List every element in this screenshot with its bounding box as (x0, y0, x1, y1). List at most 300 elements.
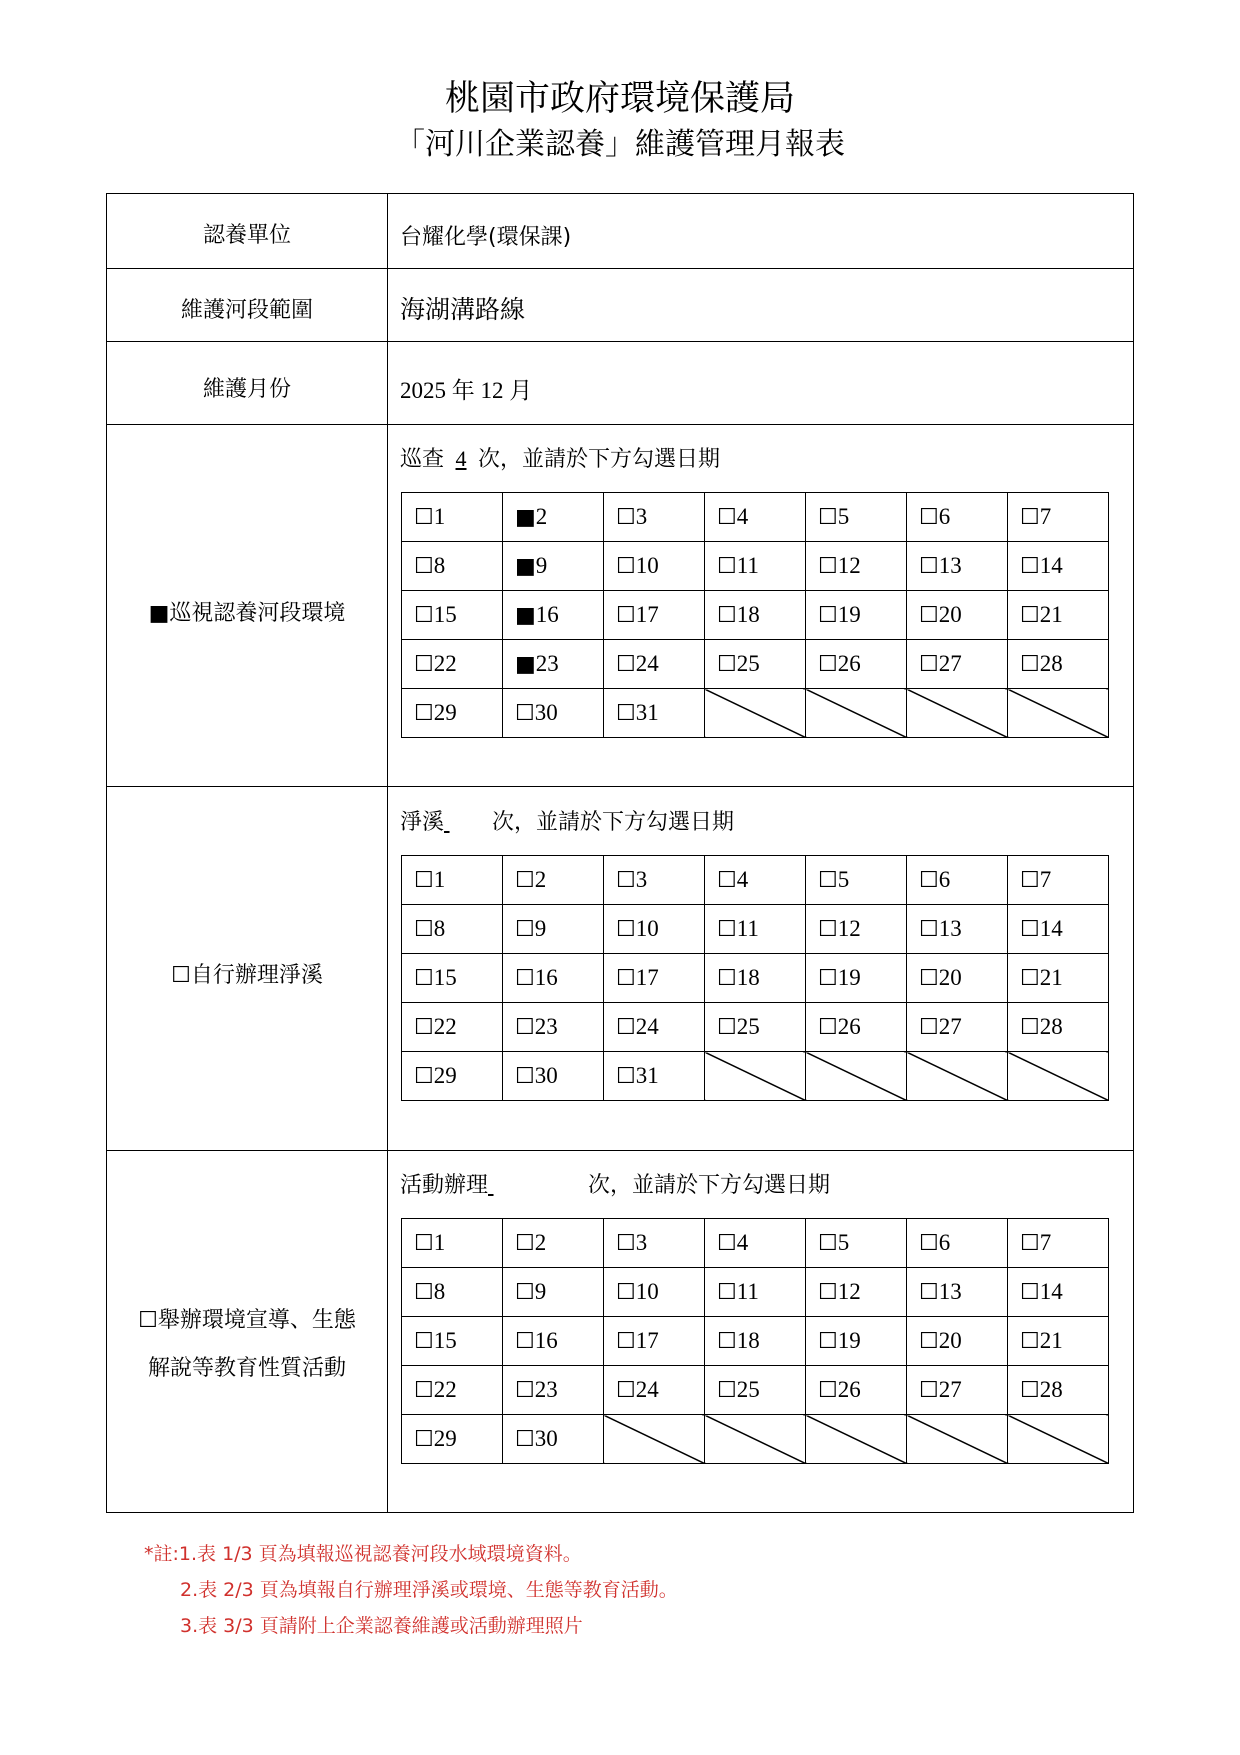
day-number: 23 (534, 1377, 558, 1402)
activity-prompt-suffix: 次，並請於下方勾選日期 (588, 1173, 831, 1198)
day-checkbox-11[interactable] (705, 542, 806, 591)
month-value-text: 2025 年 12 月 (400, 378, 533, 403)
day-checkbox-26[interactable] (806, 1003, 907, 1052)
checkbox-icon: ☐ (414, 868, 434, 893)
row-divider (106, 786, 1134, 787)
day-number: 21 (1039, 1328, 1063, 1353)
checkbox-icon: ☐ (717, 554, 737, 579)
day-checkbox-14[interactable] (1008, 1268, 1109, 1317)
checkbox-icon: ☐ (414, 1231, 434, 1256)
checkbox-icon: ☐ (515, 1231, 535, 1256)
empty-cell (1008, 689, 1109, 738)
day-number: 29 (433, 1426, 457, 1451)
day-checkbox-20[interactable] (907, 954, 1008, 1003)
note-line: *註:1.表 1/3 頁為填報巡視認養河段水域環境資料。 (144, 1543, 582, 1565)
notes (144, 1536, 678, 1644)
section-value[interactable] (400, 290, 525, 326)
checkbox-icon: ☐ (414, 1015, 434, 1040)
checkbox-icon: ☐ (616, 1329, 636, 1354)
day-number: 1 (433, 504, 446, 529)
checkbox-icon: ☐ (515, 1329, 535, 1354)
day-checkbox-14[interactable] (1008, 905, 1109, 954)
checked-box-icon: ■ (515, 554, 536, 579)
day-checkbox-18[interactable] (705, 1317, 806, 1366)
day-checkbox-11[interactable] (705, 1268, 806, 1317)
day-checkbox-4[interactable] (705, 1219, 806, 1268)
empty-cell (806, 689, 907, 738)
day-number: 6 (938, 1230, 951, 1255)
day-checkbox-6[interactable] (907, 1219, 1008, 1268)
day-number: 12 (837, 916, 861, 941)
day-checkbox-15[interactable] (402, 954, 503, 1003)
checkbox-icon: ☐ (616, 505, 636, 530)
checkbox-icon: ☐ (1020, 652, 1040, 677)
day-checkbox-7[interactable] (1008, 493, 1109, 542)
day-checkbox-23[interactable] (503, 1366, 604, 1415)
day-checkbox-1[interactable] (402, 856, 503, 905)
checkbox-icon: ☐ (515, 1280, 535, 1305)
day-checkbox-16[interactable] (503, 1317, 604, 1366)
day-number: 13 (938, 553, 962, 578)
day-number: 17 (635, 1328, 659, 1353)
day-checkbox-7[interactable] (1008, 1219, 1109, 1268)
day-checkbox-15[interactable] (402, 591, 503, 640)
day-checkbox-21[interactable] (1008, 1317, 1109, 1366)
day-number: 20 (938, 602, 962, 627)
checkbox-icon: ☐ (717, 868, 737, 893)
day-checkbox-24[interactable] (604, 640, 705, 689)
checkbox-icon: ☐ (818, 917, 838, 942)
page-subtitle: 「河川企業認養」維護管理月報表 (395, 127, 845, 162)
day-number: 12 (837, 1279, 861, 1304)
day-checkbox-8[interactable] (402, 905, 503, 954)
checkbox-icon: ☐ (414, 1280, 434, 1305)
checkbox-icon: ☐ (414, 1427, 434, 1452)
day-checkbox-30[interactable] (503, 1052, 604, 1101)
day-checkbox-12[interactable] (806, 905, 907, 954)
checked-box-icon: ■ (515, 603, 536, 628)
day-number: 2 (534, 867, 547, 892)
day-number: 30 (534, 700, 558, 725)
day-number: 16 (534, 965, 558, 990)
day-number: 10 (635, 1279, 659, 1304)
day-number: 14 (1039, 1279, 1063, 1304)
day-number: 10 (635, 916, 659, 941)
day-number: 22 (433, 651, 457, 676)
checkbox-icon: ☐ (919, 505, 939, 530)
checkbox-icon: ☐ (1020, 554, 1040, 579)
unit-label: 認養單位 (202, 223, 291, 248)
checkbox-icon: ☐ (616, 554, 636, 579)
unit-value[interactable] (400, 220, 571, 251)
day-checkbox-15[interactable] (402, 1317, 503, 1366)
checkbox-icon: ☐ (919, 1015, 939, 1040)
checkbox-icon: ☐ (919, 1231, 939, 1256)
day-number: 3 (635, 1230, 648, 1255)
month-label: 維護月份 (202, 377, 291, 402)
checkbox-icon: ☐ (717, 603, 737, 628)
day-checkbox-24[interactable] (604, 1003, 705, 1052)
day-number: 27 (938, 651, 962, 676)
activity-count[interactable] (488, 1172, 588, 1198)
day-checkbox-1[interactable] (402, 493, 503, 542)
checkbox-icon: ☐ (717, 917, 737, 942)
day-number: 2 (535, 504, 548, 529)
checkbox-icon: ☐ (818, 1015, 838, 1040)
checkbox-icon: ☐ (818, 1329, 838, 1354)
day-checkbox-17[interactable] (604, 1317, 705, 1366)
note-line: 2.表 2/3 頁為填報自行辦理淨溪或環境、生態等教育活動。 (180, 1579, 678, 1601)
day-number: 26 (837, 1377, 861, 1402)
activity-prompt (400, 1168, 830, 1199)
day-checkbox-5[interactable] (806, 493, 907, 542)
patrol-prompt-suffix: 次，並請於下方勾選日期 (478, 447, 721, 472)
day-number: 4 (736, 867, 749, 892)
day-checkbox-23[interactable] (503, 640, 604, 689)
day-checkbox-1[interactable] (402, 1219, 503, 1268)
day-number: 10 (635, 553, 659, 578)
day-checkbox-26[interactable] (806, 640, 907, 689)
day-number: 4 (736, 1230, 749, 1255)
day-number: 13 (938, 916, 962, 941)
note-line: 3.表 3/3 頁請附上企業認養維護或活動辦理照片 (180, 1615, 583, 1637)
day-checkbox-4[interactable] (705, 493, 806, 542)
day-checkbox-19[interactable] (806, 591, 907, 640)
day-number: 5 (837, 504, 850, 529)
day-number: 29 (433, 1063, 457, 1088)
day-checkbox-27[interactable] (907, 1366, 1008, 1415)
day-checkbox-13[interactable] (907, 905, 1008, 954)
day-checkbox-21[interactable] (1008, 954, 1109, 1003)
day-checkbox-3[interactable] (604, 856, 705, 905)
checked-box-icon: ■ (515, 505, 536, 530)
checkbox-icon: ☐ (515, 1427, 535, 1452)
day-checkbox-12[interactable] (806, 1268, 907, 1317)
checkbox-icon: ☐ (717, 652, 737, 677)
day-number: 5 (837, 867, 850, 892)
day-checkbox-12[interactable] (806, 542, 907, 591)
checkbox-icon: ☐ (818, 603, 838, 628)
checkbox-icon: ☐ (717, 1329, 737, 1354)
section-label: 維護河段範圍 (180, 298, 313, 323)
day-number: 15 (433, 602, 457, 627)
day-checkbox-4[interactable] (705, 856, 806, 905)
row-divider (106, 424, 1134, 425)
checkbox-icon: ☐ (515, 1378, 535, 1403)
day-checkbox-28[interactable] (1008, 1003, 1109, 1052)
checkbox-icon: ☐ (1020, 1329, 1040, 1354)
day-checkbox-21[interactable] (1008, 591, 1109, 640)
checkbox-icon: ☐ (1020, 966, 1040, 991)
checkbox-icon: ☐ (414, 1378, 434, 1403)
day-number: 30 (534, 1426, 558, 1451)
empty-cell (907, 1052, 1008, 1101)
checkbox-icon: ☐ (818, 1280, 838, 1305)
checkbox-icon: ☐ (515, 917, 535, 942)
day-number: 16 (534, 1328, 558, 1353)
checkbox-icon: ☐ (818, 868, 838, 893)
checkbox-icon: ☐ (919, 603, 939, 628)
checkbox-icon: ☐ (919, 917, 939, 942)
checkbox-icon: ☐ (616, 868, 636, 893)
checkbox-icon: ☐ (414, 701, 434, 726)
day-number: 28 (1039, 1377, 1063, 1402)
checkbox-icon: ☐ (616, 966, 636, 991)
day-number: 6 (938, 867, 951, 892)
day-checkbox-5[interactable] (806, 856, 907, 905)
day-checkbox-7[interactable] (1008, 856, 1109, 905)
day-checkbox-27[interactable] (907, 1003, 1008, 1052)
cleanup-prompt (400, 805, 734, 836)
checkbox-icon: ☐ (919, 554, 939, 579)
checkbox-icon: ☐ (414, 1064, 434, 1089)
day-number: 19 (837, 1328, 861, 1353)
day-number: 7 (1039, 867, 1052, 892)
day-checkbox-9[interactable] (503, 905, 604, 954)
checkbox-icon: ☐ (414, 554, 434, 579)
checkbox-icon: ☐ (1020, 1378, 1040, 1403)
day-checkbox-22[interactable] (402, 1003, 503, 1052)
day-checkbox-16[interactable] (503, 954, 604, 1003)
empty-cell (1008, 1052, 1109, 1101)
day-checkbox-8[interactable] (402, 1268, 503, 1317)
day-checkbox-8[interactable] (402, 542, 503, 591)
activity-label-line2: 解說等教育性質活動 (147, 1356, 346, 1381)
day-number: 1 (433, 867, 446, 892)
day-checkbox-10[interactable] (604, 1268, 705, 1317)
day-checkbox-3[interactable] (604, 493, 705, 542)
checkbox-icon: ☐ (717, 1378, 737, 1403)
cleanup-prompt-suffix: 次，並請於下方勾選日期 (492, 810, 735, 835)
day-checkbox-13[interactable] (907, 542, 1008, 591)
checkbox-icon: ☐ (616, 917, 636, 942)
activity-label-line1: ☐舉辦環境宣導、生態 (138, 1308, 356, 1333)
checkbox-icon: ☐ (919, 1378, 939, 1403)
day-checkbox-24[interactable] (604, 1366, 705, 1415)
day-number: 7 (1039, 504, 1052, 529)
checkbox-icon: ☐ (919, 1280, 939, 1305)
month-value[interactable] (400, 372, 532, 405)
checkbox-icon: ☐ (515, 701, 535, 726)
checkbox-icon: ☐ (414, 917, 434, 942)
day-number: 26 (837, 651, 861, 676)
checkbox-icon: ☐ (616, 1064, 636, 1089)
section-value-text: 海湖溝路線 (400, 295, 526, 324)
day-checkbox-25[interactable] (705, 1366, 806, 1415)
day-checkbox-20[interactable] (907, 1317, 1008, 1366)
day-number: 16 (535, 602, 559, 627)
column-divider (387, 193, 388, 1513)
day-checkbox-17[interactable] (604, 591, 705, 640)
day-number: 17 (635, 965, 659, 990)
unit-value-text: 台耀化學(環保課) (400, 225, 572, 250)
day-checkbox-29[interactable] (402, 689, 503, 738)
checkbox-icon: ☐ (1020, 917, 1040, 942)
checkbox-icon: ☐ (1020, 603, 1040, 628)
checkbox-icon: ☐ (414, 603, 434, 628)
day-checkbox-18[interactable] (705, 591, 806, 640)
row-divider (106, 268, 1134, 269)
checkbox-icon: ☐ (616, 1231, 636, 1256)
checkbox-icon: ☐ (1020, 868, 1040, 893)
day-number: 17 (635, 602, 659, 627)
day-checkbox-2[interactable] (503, 856, 604, 905)
activity-prompt-prefix: 活動辦理 (400, 1173, 489, 1198)
day-checkbox-19[interactable] (806, 1317, 907, 1366)
checkbox-icon: ☐ (1020, 505, 1040, 530)
day-number: 25 (736, 1014, 760, 1039)
checkbox-icon: ☐ (818, 1231, 838, 1256)
patrol-prompt (400, 442, 720, 473)
empty-cell (806, 1415, 907, 1464)
day-number: 15 (433, 1328, 457, 1353)
day-number: 9 (535, 553, 548, 578)
cleanup-date-grid (401, 855, 1109, 1101)
empty-cell (907, 689, 1008, 738)
checkbox-icon: ☐ (717, 505, 737, 530)
row-divider (106, 341, 1134, 342)
day-checkbox-9[interactable] (503, 542, 604, 591)
day-number: 23 (535, 651, 559, 676)
day-number: 4 (736, 504, 749, 529)
day-checkbox-22[interactable] (402, 1366, 503, 1415)
day-number: 14 (1039, 553, 1063, 578)
empty-cell (907, 1415, 1008, 1464)
day-number: 24 (635, 651, 659, 676)
day-checkbox-31[interactable] (604, 1052, 705, 1101)
day-checkbox-18[interactable] (705, 954, 806, 1003)
checkbox-icon: ☐ (818, 966, 838, 991)
checkbox-icon: ☐ (414, 505, 434, 530)
checkbox-icon: ☐ (616, 1280, 636, 1305)
checkbox-icon: ☐ (616, 1378, 636, 1403)
row-divider (106, 1150, 1134, 1151)
day-checkbox-20[interactable] (907, 591, 1008, 640)
day-number: 9 (534, 1279, 547, 1304)
day-number: 7 (1039, 1230, 1052, 1255)
day-checkbox-2[interactable] (503, 493, 604, 542)
day-checkbox-11[interactable] (705, 905, 806, 954)
checkbox-icon: ☐ (919, 652, 939, 677)
day-number: 6 (938, 504, 951, 529)
checkbox-icon: ☐ (919, 1329, 939, 1354)
checkbox-icon: ☐ (616, 701, 636, 726)
day-checkbox-10[interactable] (604, 905, 705, 954)
day-checkbox-14[interactable] (1008, 542, 1109, 591)
day-number: 14 (1039, 916, 1063, 941)
day-checkbox-22[interactable] (402, 640, 503, 689)
day-checkbox-25[interactable] (705, 1003, 806, 1052)
checkbox-icon: ☐ (616, 603, 636, 628)
empty-cell (806, 1052, 907, 1101)
patrol-prompt-prefix: 巡查 (400, 447, 445, 472)
patrol-date-grid (401, 492, 1109, 738)
day-number: 19 (837, 602, 861, 627)
day-checkbox-23[interactable] (503, 1003, 604, 1052)
day-checkbox-9[interactable] (503, 1268, 604, 1317)
activity-label[interactable] (108, 1297, 386, 1393)
day-checkbox-10[interactable] (604, 542, 705, 591)
day-number: 23 (534, 1014, 558, 1039)
checkbox-icon: ☐ (717, 966, 737, 991)
day-number: 31 (635, 700, 659, 725)
day-checkbox-28[interactable] (1008, 640, 1109, 689)
checkbox-icon: ☐ (1020, 1015, 1040, 1040)
day-number: 18 (736, 1328, 760, 1353)
day-checkbox-31[interactable] (604, 689, 705, 738)
patrol-count[interactable]: 4 (455, 446, 467, 471)
day-checkbox-28[interactable] (1008, 1366, 1109, 1415)
checkbox-icon: ☐ (414, 1329, 434, 1354)
checkbox-icon: ☐ (717, 1280, 737, 1305)
checkbox-icon: ☐ (717, 1231, 737, 1256)
checkbox-icon: ☐ (414, 966, 434, 991)
checkbox-icon: ☐ (515, 966, 535, 991)
checkbox-icon: ☐ (616, 652, 636, 677)
day-checkbox-6[interactable] (907, 856, 1008, 905)
day-number: 29 (433, 700, 457, 725)
day-checkbox-27[interactable] (907, 640, 1008, 689)
day-checkbox-19[interactable] (806, 954, 907, 1003)
cleanup-prompt-prefix: 淨溪 (400, 810, 445, 835)
day-number: 3 (635, 504, 648, 529)
day-checkbox-16[interactable] (503, 591, 604, 640)
day-checkbox-29[interactable] (402, 1415, 503, 1464)
day-checkbox-30[interactable] (503, 689, 604, 738)
day-number: 20 (938, 1328, 962, 1353)
checkbox-icon: ☐ (414, 652, 434, 677)
day-checkbox-2[interactable] (503, 1219, 604, 1268)
day-number: 27 (938, 1377, 962, 1402)
day-checkbox-13[interactable] (907, 1268, 1008, 1317)
day-number: 31 (635, 1063, 659, 1088)
day-number: 5 (837, 1230, 850, 1255)
checkbox-icon: ☐ (515, 868, 535, 893)
checked-box-icon: ■ (515, 652, 536, 677)
checkbox-icon: ☐ (919, 966, 939, 991)
cleanup-count[interactable] (444, 809, 492, 835)
empty-cell (705, 1415, 806, 1464)
day-number: 21 (1039, 602, 1063, 627)
checkbox-icon: ☐ (818, 1378, 838, 1403)
day-checkbox-3[interactable] (604, 1219, 705, 1268)
page-title: 桃園市政府環境保護局 (444, 79, 795, 119)
day-checkbox-17[interactable] (604, 954, 705, 1003)
day-number: 22 (433, 1377, 457, 1402)
day-number: 15 (433, 965, 457, 990)
activity-date-grid (401, 1218, 1109, 1464)
day-number: 30 (534, 1063, 558, 1088)
day-checkbox-6[interactable] (907, 493, 1008, 542)
day-number: 25 (736, 651, 760, 676)
day-number: 11 (736, 553, 759, 578)
day-checkbox-26[interactable] (806, 1366, 907, 1415)
empty-cell (705, 1052, 806, 1101)
empty-cell (1008, 1415, 1109, 1464)
day-checkbox-25[interactable] (705, 640, 806, 689)
day-number: 21 (1039, 965, 1063, 990)
day-checkbox-29[interactable] (402, 1052, 503, 1101)
checkbox-icon: ☐ (818, 554, 838, 579)
patrol-label: ■巡視認養河段環境 (148, 601, 346, 626)
cleanup-label[interactable]: ☐自行辦理淨溪 (171, 963, 323, 988)
day-number: 11 (736, 916, 759, 941)
day-number: 2 (534, 1230, 547, 1255)
day-checkbox-5[interactable] (806, 1219, 907, 1268)
day-number: 11 (736, 1279, 759, 1304)
day-number: 8 (433, 553, 446, 578)
day-checkbox-30[interactable] (503, 1415, 604, 1464)
